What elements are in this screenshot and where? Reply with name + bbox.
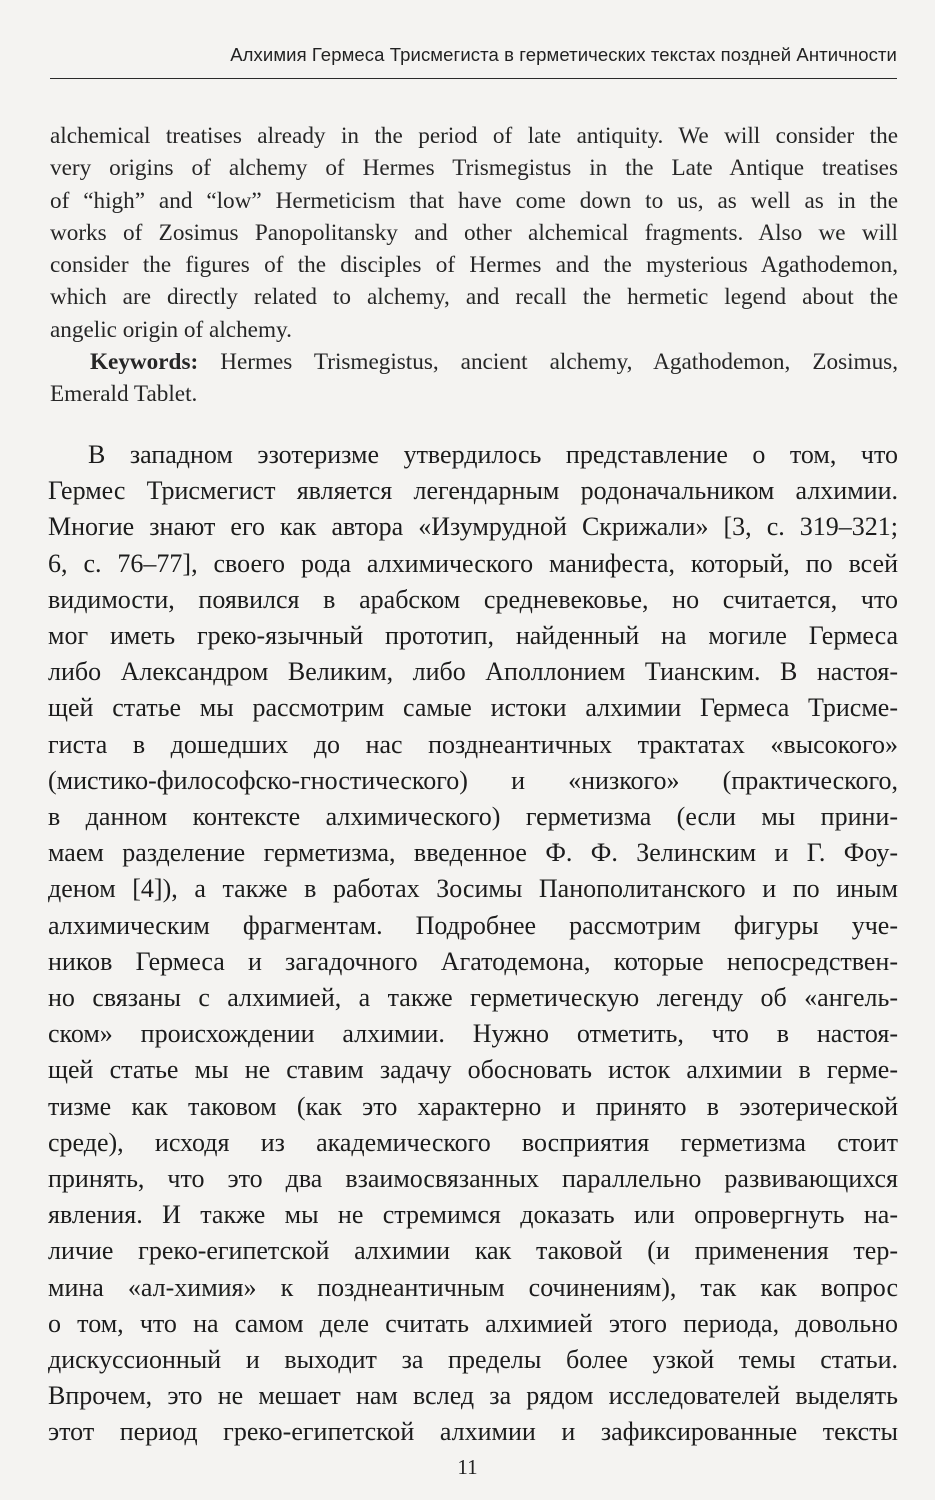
body-line: принять, что это два взаимосвязанных параллельно развивающихся <box>48 1164 898 1194</box>
body-line: мог иметь греко-язычный прототип, найденный на могиле Гермеса <box>48 621 898 651</box>
abstract-line: works of Zosimus Panopolitansky and other alchemical fragments. Also we will <box>50 219 898 246</box>
body-line: о том, что на самом деле считать алхимией этого периода, довольно <box>48 1308 898 1338</box>
body-line: 6, с. 76–77], своего рода алхимического манифеста, который, по всей <box>48 548 898 578</box>
body-line: В западном эзотеризме утвердилось представление о том, что <box>88 440 898 469</box>
abstract-english <box>50 120 898 411</box>
body-line: личие греко-египетской алхимии как таковой (и применения тер- <box>48 1236 898 1266</box>
abstract-line: consider the figures of the disciples of Hermes and the mysterious Agathodemon, <box>50 252 898 279</box>
body-line: щей статье мы не ставим задачу обосновать исток алхимии в герме- <box>48 1055 898 1085</box>
body-line: маем разделение герметизма, введенное Ф. Ф. Зелинским и Г. Фоу- <box>48 838 898 868</box>
body-line: тизме как таковом (как это характерно и принято в эзотерической <box>48 1091 898 1121</box>
body-line: явления. И также мы не стремимся доказать или опровергнуть на- <box>48 1200 898 1230</box>
abstract-line: very origins of alchemy of Hermes Trismegistus in the Late Antique treatises <box>50 155 898 182</box>
body-line: ников Гермеса и загадочного Агатодемона, которые непосредствен- <box>48 946 898 976</box>
body-line: алхимическим фрагментам. Подробнее рассмотрим фигуры уче- <box>48 910 898 940</box>
main-text-russian <box>48 437 898 1451</box>
abstract-line: alchemical treatises already in the period of late antiquity. We will consider the <box>50 123 898 149</box>
body-line: либо Александром Великим, либо Аполлонием Тианским. В настоя- <box>48 657 898 687</box>
abstract-line: angelic origin of alchemy. <box>50 316 292 343</box>
abstract-line: which are directly related to alchemy, and recall the hermetic legend about the <box>50 284 898 311</box>
body-line: этот период греко-египетской алхимии и зафиксированные тексты <box>48 1417 898 1447</box>
body-line: видимости, появился в арабском средневековье, но считается, что <box>48 584 898 614</box>
body-line: ском» происхождении алхимии. Нужно отметить, что в настоя- <box>48 1019 898 1049</box>
keywords-line <box>50 346 898 378</box>
header-rule <box>50 78 897 79</box>
body-line: Впрочем, это не мешает нам вслед за рядом исследователей выделять <box>48 1381 898 1411</box>
abstract-line: of “high” and “low” Hermeticism that have come down to us, as well as in the <box>50 187 898 214</box>
body-line: среде), исходя из академического восприятия герметизма стоит <box>48 1127 898 1157</box>
body-line: дискуссионный и выходит за пределы более узкой темы статьи. <box>48 1345 898 1375</box>
body-line: деном [4]), а также в работах Зосимы Панополитанского и по иным <box>48 874 898 904</box>
body-line: мина «ал-химия» к позднеантичным сочинениям), так как вопрос <box>48 1272 898 1302</box>
body-line: но связаны с алхимией, а также герметическую легенду об «ангель- <box>48 983 898 1013</box>
body-line: щей статье мы рассмотрим самые истоки алхимии Гермеса Трисме- <box>48 693 898 723</box>
body-line: в данном контексте алхимического) герметизма (если мы прини- <box>48 802 898 832</box>
keywords-line-continued: Emerald Tablet. <box>50 381 198 408</box>
running-header: Алхимия Гермеса Трисмегиста в герметических текстах поздней Античности <box>230 44 897 65</box>
page-number: 11 <box>457 1455 478 1479</box>
body-line: гиста в дошедших до нас позднеантичных трактатах «высокого» <box>48 729 898 759</box>
keywords-label: Keywords: <box>90 349 199 376</box>
keywords-text: Hermes Trismegistus, ancient alchemy, Agathodemon, Zosimus, <box>198 349 898 376</box>
body-line: (мистико-философско-гностического) и «низкого» (практического, <box>48 765 898 795</box>
body-line: Гермес Трисмегист является легендарным родоначальником алхимии. <box>48 476 898 506</box>
body-line: Многие знают его как автора «Изумрудной Скрижали» [3, с. 319–321; <box>48 512 898 542</box>
